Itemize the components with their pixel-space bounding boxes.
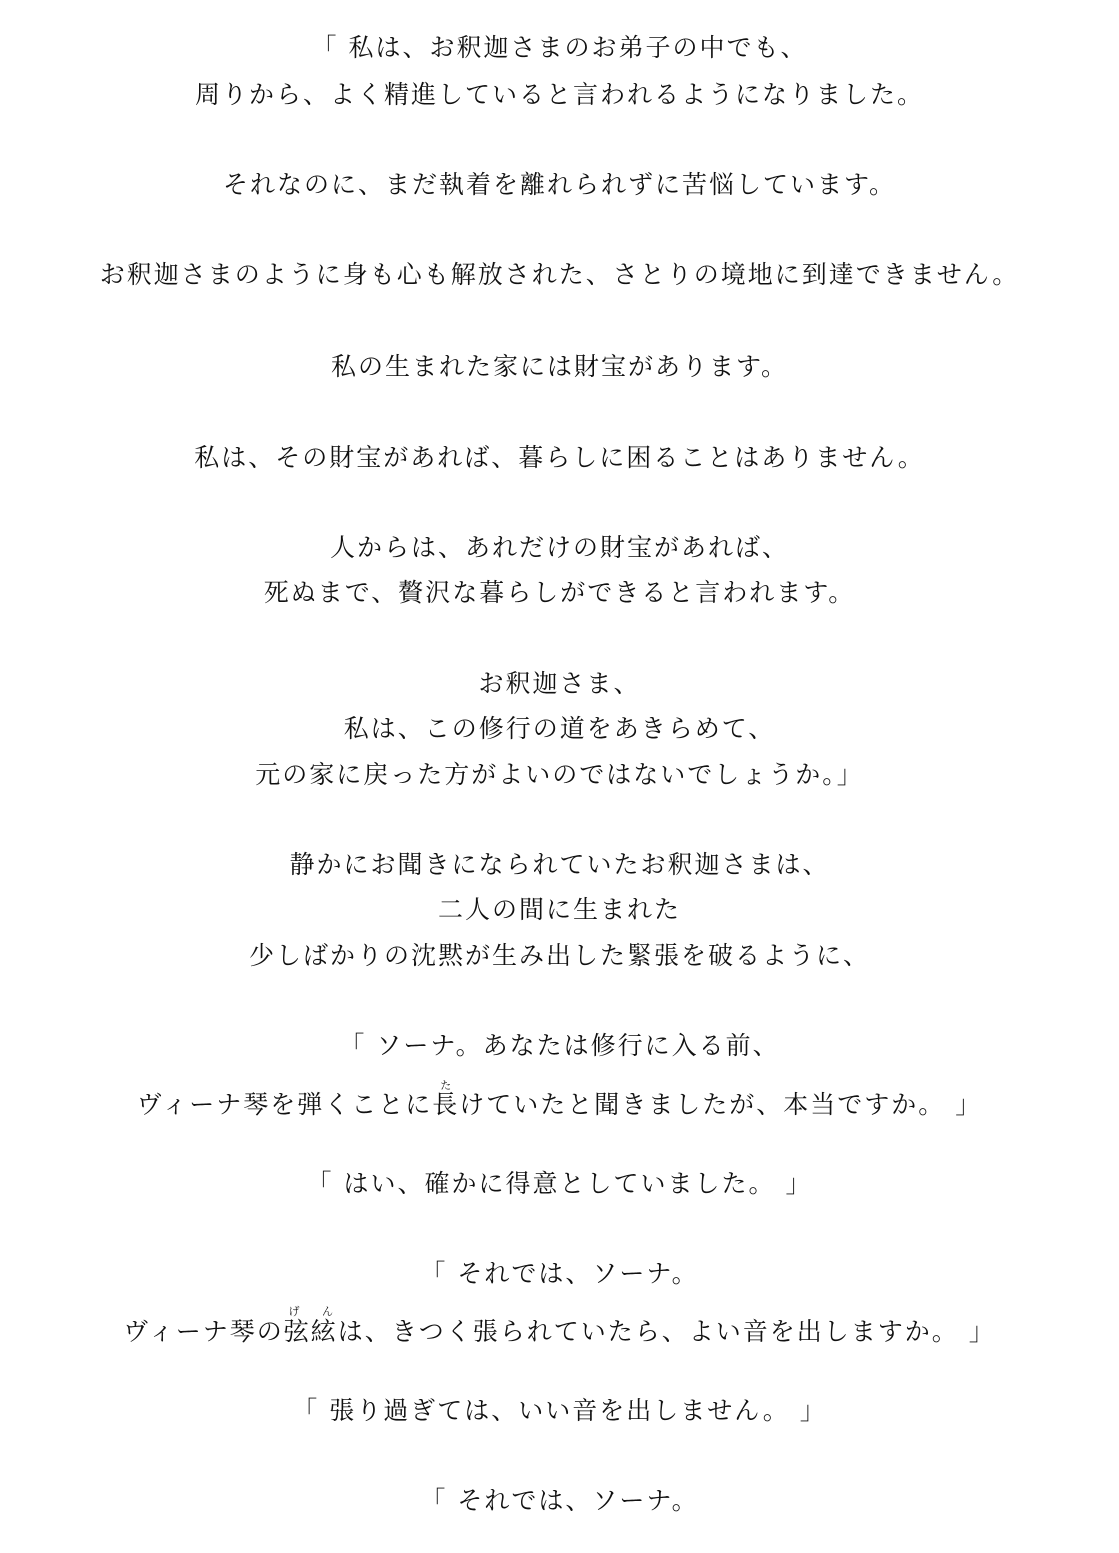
text-line-16-after: けていたと聞きましたが、本当ですか。 」 [459,1090,983,1119]
text-line-17: 「 はい、確かに得意としていました。 」 [306,1169,813,1198]
ruby-reading: た [432,1079,460,1092]
text-line-18: 「 それでは、ソーナ。 [420,1259,699,1288]
text-line-7: 人からは、あれだけの財宝があれば、 [329,533,789,562]
text-line-9: お釈迦さま、 [478,669,641,698]
text-line-20: 「 張り過ぎては、いい音を出しません。 」 [292,1396,827,1425]
ruby-base: 弦絃 [283,1317,338,1346]
text-line-21: 「 それでは、ソーナ。 [420,1486,699,1515]
ruby-base: 長 [432,1090,460,1119]
text-line-19-after: は、きつく張られていたら、よい音を出しますか。 」 [337,1317,996,1346]
text-line-6: 私は、その財宝があれば、暮らしに困ることはありません。 [194,443,925,472]
text-line-3: それなのに、まだ執着を離れられずに苦悩しています。 [222,170,896,199]
text-line-16 [0,1079,1119,1120]
ruby-word [283,1305,338,1346]
text-line-2: 周りから、よく精進していると言われるようになりました。 [194,80,924,109]
text-line-15: 「 ソーナ。あなたは修行に入る前、 [339,1031,780,1060]
ruby-reading: げ ん [283,1305,338,1318]
text-line-19-before: ヴィーナ琴の [123,1317,284,1346]
text-line-16-before: ヴィーナ琴を弾くことに [136,1090,433,1119]
text-line-4: お釈迦さまのように身も心も解放された、さとりの境地に到達できません。 [99,260,1020,289]
text-line-5: 私の生まれた家には財宝があります。 [330,352,788,381]
text-line-14: 少しばかりの沈黙が生み出した緊張を破るように、 [248,941,870,970]
ruby-word [432,1079,460,1119]
text-line-10: 私は、この修行の道をあきらめて、 [343,714,776,743]
text-line-12: 静かにお聞きになられていたお釈迦さまは、 [289,850,830,879]
text-line-19 [0,1305,1119,1347]
text-line-11: 元の家に戻った方がよいのではないでしょうか。」 [255,760,864,789]
text-line-8: 死ぬまで、贅沢な暮らしができると言われます。 [263,578,856,607]
text-line-13: 二人の間に生まれた [437,895,681,924]
text-line-1: 「 私は、お釈迦さまのお弟子の中でも、 [311,33,808,62]
